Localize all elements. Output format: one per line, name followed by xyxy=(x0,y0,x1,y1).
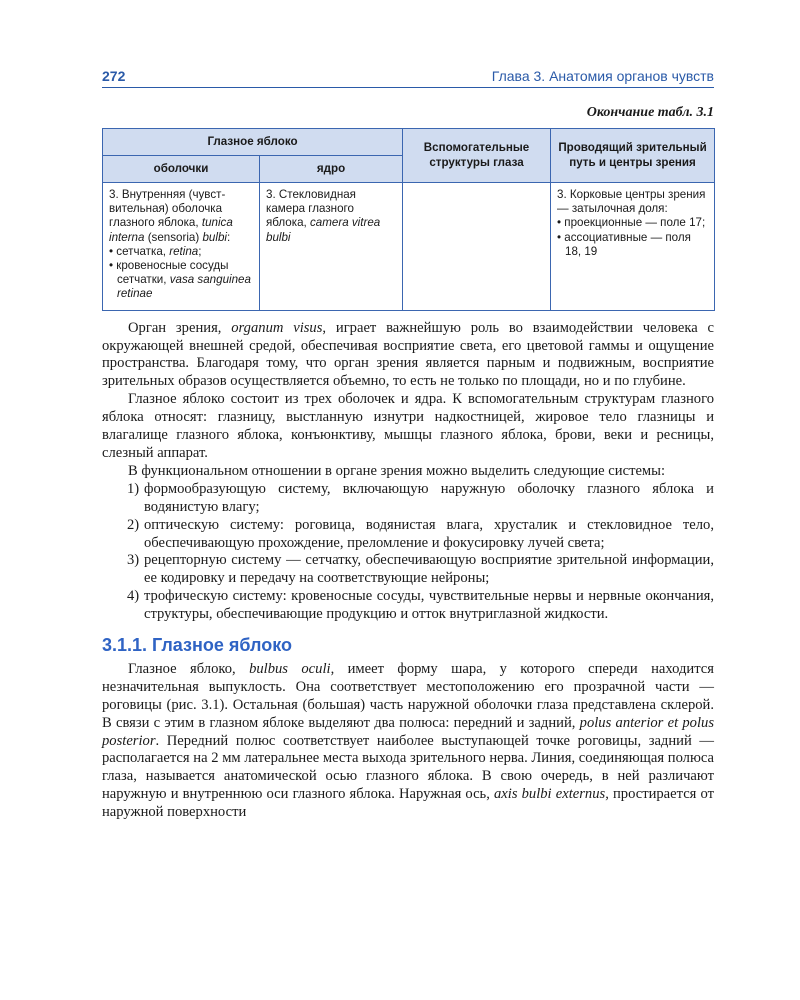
list-item: 4) трофическую систему: кровеносные сосуды, чувствительные нервы и нервные окончания, структуры, обеспечивающие продукцию и отток внутриглазной жидкости. xyxy=(127,588,714,623)
list-item: 3) рецепторную систему — сетчатку, обеспечивающую восприятие зрительной информации, ее кодировку и передачу на соответствующие нейроны; xyxy=(127,552,714,587)
book-page xyxy=(102,68,714,822)
paragraph: Глазное яблоко, bulbus oculi, имеет форму шара, у которого спереди находится незначительная выпуклость. Она соответствует местоположению его прозрачной части — роговицы (рис. 3.1). Остальная (большая) часть наружной оболочки глаза представлена склерой. В связи с этим в глазном яблоке выделяют два полюса: передний и задний, polus anterior et polus posterior. Передний полюс соответствует наиболее выступающей точке роговицы, задний — располагается на 2 мм латеральнее места выхода зрительного нерва. Линия, соединяющая полюса глаза, называется анатомической осью глазного яблока. В свою очередь, в ней различают наружную и внутреннюю оси глазного яблока. Наружная ось, axis bulbi externus, простирается от наружной поверхности xyxy=(102,660,714,821)
header-aux: Вспомогательные структуры глаза xyxy=(403,129,551,183)
cell-aux xyxy=(403,183,551,311)
body-text xyxy=(102,320,714,822)
paragraph: Орган зрения, organum visus, играет важнейшую роль во взаимодействии человека с окружающей внешней средой, обеспечивая восприятие света, его цветовой гаммы и ощущение пространства. Благодаря тому, что орган зрения является парным и подвижным, восприятие зрительных образов осуществляется объемно, то есть не только по площади, но и по глубине. xyxy=(102,319,715,390)
table-row xyxy=(103,183,715,311)
paragraph: Глазное яблоко состоит из трех оболочек и ядра. К вспомогательным структурам глазного яблока относят: глазницу, выстланную изнутри надкостницей, жировое тело глазницы и влагалище глазного яблока, конъюнктиву, мышцы глазного яблока, брови, веки и ресницы, слезный аппарат. xyxy=(102,391,714,461)
list-item: • кровеносные сосуды сетчатки, vasa sanguinea retinae xyxy=(109,259,251,301)
page-number: 272 xyxy=(102,68,126,84)
header-core: ядро xyxy=(260,156,403,183)
running-header xyxy=(102,68,714,88)
list-item: • ассоциативные — поля 18, 19 xyxy=(557,230,691,258)
header-shells: оболочки xyxy=(103,156,260,183)
chapter-title: Глава 3. Анатомия органов чувств xyxy=(491,68,714,84)
section-heading: 3.1.1. Глазное яблоко xyxy=(102,635,292,656)
list-item: 1) формообразующую систему, включающую наружную оболочку глазного яблока и водянистую влагу; xyxy=(127,480,714,515)
table-caption: Окончание табл. 3.1 xyxy=(586,105,714,120)
list-item: 2) оптическую систему: роговица, водянистая влага, хрусталик и стекловидное тело, обеспечивающую прохождение, преломление и фокусировку лучей света; xyxy=(127,516,714,551)
header-path: Проводящий зрительный путь и центры зрения xyxy=(551,129,715,183)
cell-shells: 3. Внутренняя (чувст-вительная) оболочка глазного яблока, tunica interna (sensoria) bulbi: • сетчатка, retina; • кровеносные сосуды сетчатки, vasa sanguinea retinae xyxy=(103,183,260,311)
list-item: • сетчатка, retina; xyxy=(109,244,202,258)
cell-path: 3. Корковые центры зрения — затылочная доля: • проекционные — поле 17; • ассоциативные — поля 18, 19 xyxy=(551,183,715,311)
header-eyeball: Глазное яблоко xyxy=(103,129,403,156)
paragraph: В функциональном отношении в органе зрения можно выделить следующие системы: xyxy=(128,462,666,479)
cell-core: 3. Стекловидная камера глазного яблока, camera vitrea bulbi xyxy=(260,183,403,311)
list-item: • проекционные — поле 17; xyxy=(557,216,706,230)
systems-list xyxy=(102,481,714,624)
anatomy-table xyxy=(102,128,715,311)
